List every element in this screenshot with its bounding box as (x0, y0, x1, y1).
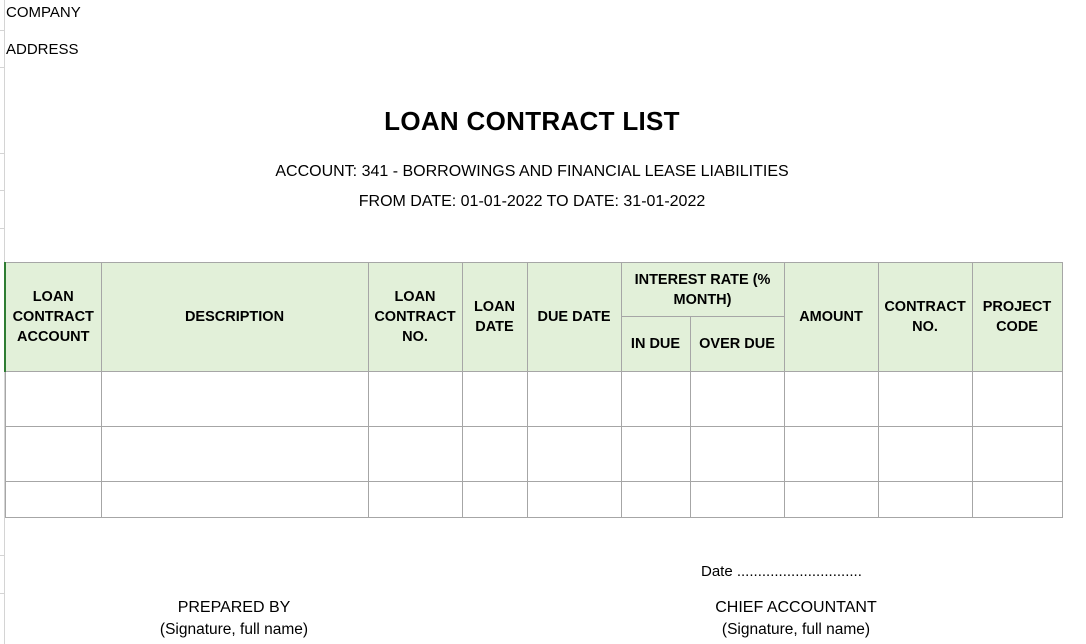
col-header-in-due[interactable]: IN DUE (621, 317, 690, 372)
table-cell[interactable] (621, 482, 690, 518)
chief-accountant-signature-hint: (Signature, full name) (721, 621, 871, 638)
table-cell[interactable] (368, 427, 462, 482)
table-cell[interactable] (690, 482, 784, 518)
table-cell[interactable] (527, 427, 621, 482)
col-header-loan-contract-account[interactable]: LOAN CONTRACT ACCOUNT (5, 263, 101, 372)
table-cell[interactable] (527, 482, 621, 518)
col-header-loan-contract-no[interactable]: LOAN CONTRACT NO. (368, 263, 462, 372)
row-divider (0, 30, 4, 31)
table-cell[interactable] (784, 482, 878, 518)
table-cell[interactable] (972, 482, 1062, 518)
table-cell[interactable] (621, 427, 690, 482)
company-name: COMPANY (6, 4, 81, 21)
col-header-contract-no[interactable]: CONTRACT NO. (878, 263, 972, 372)
table-cell[interactable] (690, 427, 784, 482)
table-cell[interactable] (5, 427, 101, 482)
row-divider (0, 593, 4, 594)
table-cell[interactable] (101, 372, 368, 427)
table-cell[interactable] (527, 372, 621, 427)
table-cell[interactable] (5, 482, 101, 518)
table-cell[interactable] (878, 372, 972, 427)
table-cell[interactable] (972, 427, 1062, 482)
col-header-due-date[interactable]: DUE DATE (527, 263, 621, 372)
table-cell[interactable] (462, 372, 527, 427)
table-row (5, 427, 1062, 482)
table-cell[interactable] (462, 427, 527, 482)
table-row (5, 482, 1062, 518)
report-title: LOAN CONTRACT LIST (384, 106, 680, 136)
loan-contract-table (4, 262, 1063, 518)
table-cell[interactable] (368, 372, 462, 427)
account-line: ACCOUNT: 341 - BORROWINGS AND FINANCIAL LEASE LIABILITIES (275, 163, 789, 180)
col-header-loan-date[interactable]: LOAN DATE (462, 263, 527, 372)
table-cell[interactable] (878, 427, 972, 482)
table-row (5, 372, 1062, 427)
col-header-over-due[interactable]: OVER DUE (690, 317, 784, 372)
col-header-project-code[interactable]: PROJECT CODE (972, 263, 1062, 372)
table-cell[interactable] (101, 427, 368, 482)
row-divider (0, 153, 4, 154)
table-cell[interactable] (368, 482, 462, 518)
period-line: FROM DATE: 01-01-2022 TO DATE: 31-01-2022 (358, 193, 706, 210)
prepared-by-signature-hint: (Signature, full name) (159, 621, 309, 638)
table-cell[interactable] (621, 372, 690, 427)
row-divider (0, 228, 4, 229)
col-header-amount[interactable]: AMOUNT (784, 263, 878, 372)
date-line: Date .............................. (701, 563, 862, 580)
table-cell[interactable] (101, 482, 368, 518)
prepared-by-label: PREPARED BY (177, 599, 291, 616)
table-cell[interactable] (972, 372, 1062, 427)
col-header-interest-rate[interactable]: INTEREST RATE (% MONTH) (621, 263, 784, 317)
table-cell[interactable] (5, 372, 101, 427)
table-cell[interactable] (784, 427, 878, 482)
row-divider (0, 555, 4, 556)
table-cell[interactable] (690, 372, 784, 427)
row-divider (0, 190, 4, 191)
chief-accountant-label: CHIEF ACCOUNTANT (715, 599, 877, 616)
company-address: ADDRESS (6, 41, 79, 58)
table-cell[interactable] (784, 372, 878, 427)
table-cell[interactable] (462, 482, 527, 518)
col-header-description[interactable]: DESCRIPTION (101, 263, 368, 372)
row-divider (0, 67, 4, 68)
table-cell[interactable] (878, 482, 972, 518)
